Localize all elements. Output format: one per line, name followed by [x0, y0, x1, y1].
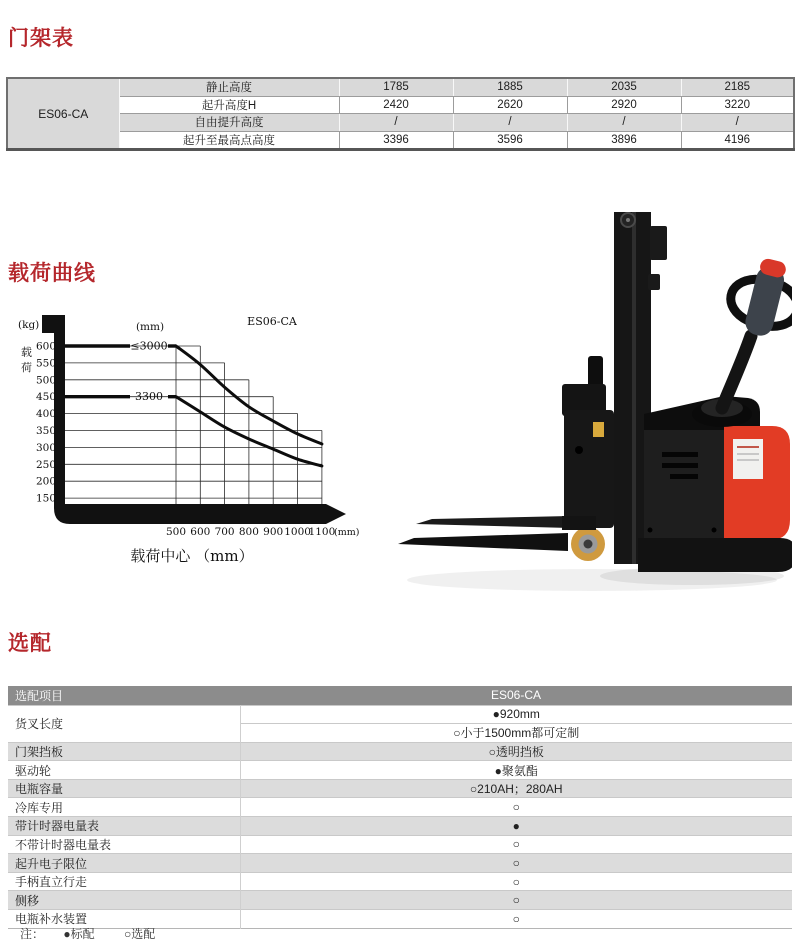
fork-blade-lower	[398, 533, 568, 551]
table-row	[8, 779, 792, 798]
table-header-row	[8, 686, 792, 705]
cell: ○	[240, 910, 792, 929]
table-row	[8, 742, 792, 761]
x-tick-label: 700	[214, 526, 235, 538]
mast-table-title: 门架表	[8, 27, 74, 50]
table-row	[8, 891, 792, 910]
row-label: 侧移	[8, 891, 240, 910]
cell: /	[681, 114, 794, 132]
cell: ●920mm	[240, 705, 792, 724]
y-tick-label: 600	[35, 340, 56, 353]
note-prefix: 注：	[20, 927, 45, 941]
y-axis-title: 载	[21, 346, 32, 359]
x-tick-label: 1100	[308, 526, 336, 538]
row-label: 起升电子限位	[8, 854, 240, 873]
cell: ●聚氨酯	[240, 761, 792, 780]
y-tick-label: 150	[35, 492, 56, 505]
row-label: 电瓶补水装置	[8, 910, 240, 929]
table-row	[8, 835, 792, 854]
note-optional: ○选配	[123, 927, 156, 941]
x-tick-label: 600	[190, 526, 211, 538]
cell: ○	[240, 798, 792, 817]
cell: 3596	[453, 131, 567, 150]
cell: 3896	[567, 131, 681, 150]
y-tick-label: 450	[35, 391, 56, 404]
x-tick-label: 1000	[284, 526, 311, 538]
y-tick-label: 200	[35, 475, 56, 488]
table-row	[7, 114, 794, 132]
table-row	[8, 817, 792, 836]
cell: ○	[240, 835, 792, 854]
row-label: 静止高度	[119, 78, 339, 96]
row-label: 带计时器电量表	[8, 817, 240, 836]
options-table	[8, 686, 792, 929]
load-curve-chart	[10, 298, 370, 570]
y-unit-label: (kg)	[18, 319, 40, 331]
forklift-image	[392, 186, 792, 606]
cell: 2620	[453, 96, 567, 114]
table-row	[8, 872, 792, 891]
cell: 2920	[567, 96, 681, 114]
cell: 2035	[567, 78, 681, 96]
row-label: 门架挡板	[8, 742, 240, 761]
model-cell: ES06-CA	[7, 78, 119, 150]
bumper	[638, 538, 792, 572]
table-row	[8, 705, 792, 724]
cell: 4196	[681, 131, 794, 150]
x-axis-title: 载荷中心 （mm）	[130, 547, 254, 565]
row-label: 驱动轮	[8, 761, 240, 780]
cell: ○小于1500mm都可定制	[240, 724, 792, 743]
row-label: 不带计时器电量表	[8, 835, 240, 854]
cell: /	[339, 114, 453, 132]
options-title: 选配	[8, 632, 52, 655]
options-header-model: ES06-CA	[240, 686, 792, 705]
cell: /	[567, 114, 681, 132]
row-label: 货叉长度	[8, 705, 240, 742]
cell: 1885	[453, 78, 567, 96]
table-row	[8, 761, 792, 780]
y-tick-label: 500	[35, 374, 56, 387]
lift-height-unit-label: (mm)	[135, 321, 165, 333]
note-standard: ●标配	[63, 927, 95, 941]
table-row	[8, 854, 792, 873]
cell: 1785	[339, 78, 453, 96]
table-row	[8, 798, 792, 817]
cell: ○	[240, 854, 792, 873]
row-label: 电瓶容量	[8, 779, 240, 798]
cell: ○透明挡板	[240, 742, 792, 761]
cell: ○	[240, 891, 792, 910]
mast-table	[6, 77, 795, 151]
row-label: 自由提升高度	[119, 114, 339, 132]
cell: ○210AH；280AH	[240, 779, 792, 798]
table-row	[7, 96, 794, 114]
x-tick-label: 900	[263, 526, 284, 538]
cell: 3396	[339, 131, 453, 150]
legend-note	[20, 925, 181, 942]
cell: /	[453, 114, 567, 132]
table-row	[7, 78, 794, 96]
y-axis-title: 荷	[21, 361, 32, 374]
cell: ●	[240, 817, 792, 836]
table-row	[7, 131, 794, 150]
series-label: ≤3000	[130, 339, 168, 353]
warning-sticker	[593, 422, 604, 437]
chart-model-label: ES06-CA	[247, 315, 297, 328]
row-label: 手柄直立行走	[8, 872, 240, 891]
load-curve-title: 载荷曲线	[8, 262, 96, 285]
y-tick-label: 400	[35, 408, 56, 421]
y-tick-label: 350	[35, 425, 56, 437]
cell: 2420	[339, 96, 453, 114]
polyurethane-wheel	[571, 527, 605, 561]
x-tick-label: 500	[165, 526, 187, 538]
cell: 2185	[681, 78, 794, 96]
y-tick-label: 550	[35, 357, 56, 370]
fork-blade-upper	[416, 516, 570, 528]
y-tick-label: 250	[35, 458, 56, 471]
series-label: 3300	[135, 390, 163, 404]
y-tick-label: 300	[35, 441, 56, 454]
x-unit-label: (mm)	[334, 527, 360, 538]
fork-carriage	[562, 356, 614, 530]
cell: 3220	[681, 96, 794, 114]
row-label: 起升高度H	[119, 96, 339, 114]
spec-sticker	[733, 439, 763, 479]
cell: ○	[240, 872, 792, 891]
options-header-item: 选配项目	[8, 686, 240, 705]
x-tick-label: 800	[238, 526, 259, 538]
row-label: 起升至最高点高度	[119, 131, 339, 150]
row-label: 冷库专用	[8, 798, 240, 817]
